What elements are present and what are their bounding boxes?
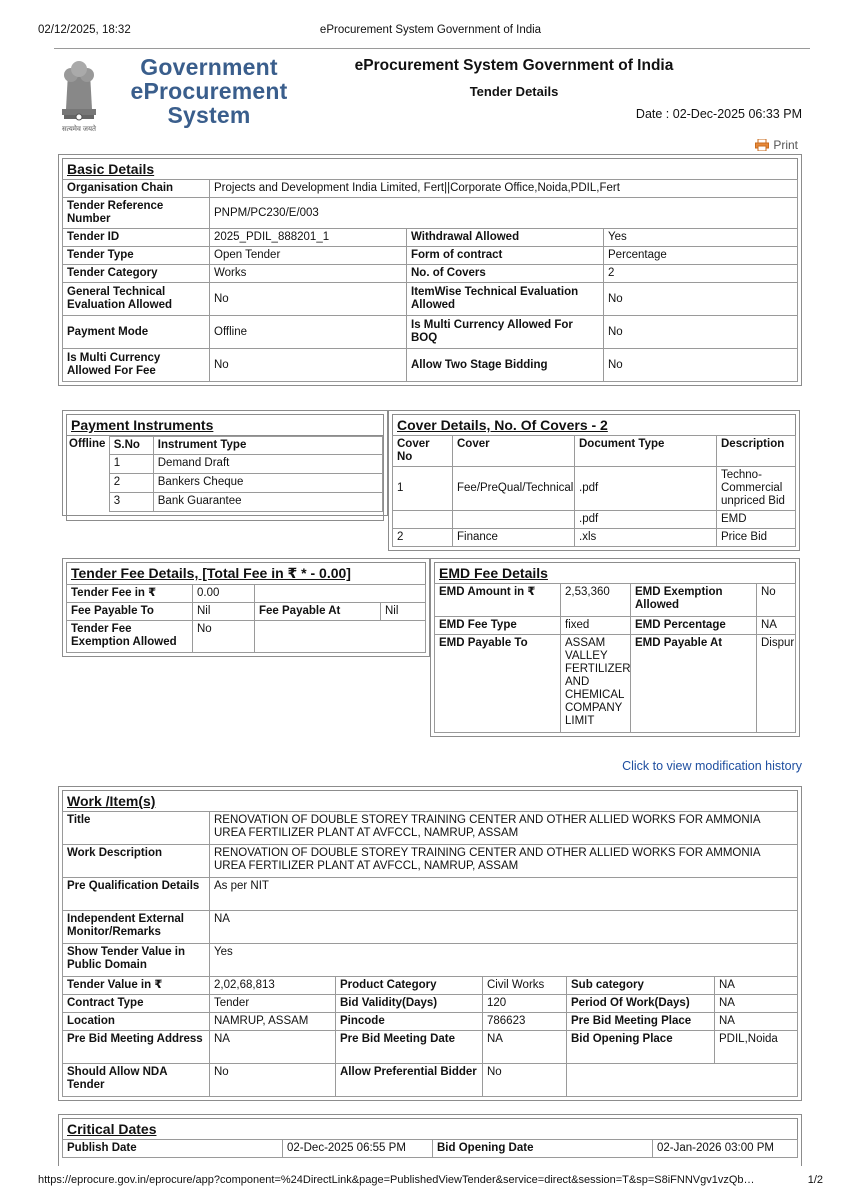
printer-icon [755,139,769,151]
table-cell: .xls [575,529,717,547]
work-items-table [62,811,798,1097]
field-label: Pre Bid Meeting Place [567,1013,715,1031]
section-title: Basic Details [62,158,798,179]
field-label: Title [63,812,210,845]
field-value: fixed [561,617,631,635]
field-label: Tender Category [63,265,210,283]
section-title: Critical Dates [62,1118,798,1139]
page-header [54,48,810,140]
field-label: Independent External Monitor/Remarks [63,911,210,944]
site-logo [104,55,314,127]
field-label: General Technical Evaluation Allowed [63,283,210,316]
table-row [63,878,798,911]
table-row [63,977,798,995]
table-cell: 3 [109,493,153,512]
field-label: Period Of Work(Days) [567,995,715,1013]
field-label: EMD Exemption Allowed [631,584,757,617]
field-label: Fee Payable At [255,603,381,621]
print-datetime: 02/12/2025, 18:32 [38,24,131,36]
cover-details-panel [388,410,800,551]
page-title: Tender Details [469,84,559,99]
table-row [63,1031,798,1064]
field-label: Bid Validity(Days) [336,995,483,1013]
print-header [0,24,861,44]
table-row [63,1140,798,1158]
field-label: Form of contract [407,247,604,265]
table-row [393,529,796,547]
table-row [435,584,796,617]
table-cell: EMD [717,511,796,529]
field-label: No. of Covers [407,265,604,283]
table-cell: 1 [393,467,453,511]
field-value: 0.00 [193,585,255,603]
field-label: Withdrawal Allowed [407,229,604,247]
section-title: Cover Details, No. Of Covers - 2 [392,414,796,435]
field-value: No [210,1064,336,1097]
table-cell: Bankers Cheque [153,474,382,493]
field-label: Tender ID [63,229,210,247]
table-cell: .pdf [575,511,717,529]
field-value: No [210,283,407,316]
field-value: Nil [193,603,255,621]
table-row [63,316,798,349]
column-header: Cover No [393,436,453,467]
field-label: Product Category [336,977,483,995]
basic-details-panel [58,154,802,386]
table-row [393,511,796,529]
page-number: 1/2 [807,1174,823,1186]
field-label: EMD Payable To [435,635,561,733]
field-label: Pre Qualification Details [63,878,210,911]
field-label: Pincode [336,1013,483,1031]
table-cell: Price Bid [717,529,796,547]
column-header: Instrument Type [153,437,382,455]
field-label: Should Allow NDA Tender [63,1064,210,1097]
table-cell: Fee/PreQual/Technical [453,467,575,511]
table-row [435,617,796,635]
field-value: NA [757,617,796,635]
table-cell: Finance [453,529,575,547]
field-label: Publish Date [63,1140,283,1158]
field-value: 02-Dec-2025 06:55 PM [283,1140,433,1158]
print-title: eProcurement System Government of India [319,24,542,36]
table-row [63,229,798,247]
table-row [63,911,798,944]
field-label: Fee Payable To [67,603,193,621]
field-value: ASSAM VALLEY FERTILIZER AND CHEMICAL COMPANY LIMIT [561,635,631,733]
table-row [109,455,382,474]
table-row [63,283,798,316]
table-row [435,635,796,733]
field-value: NA [210,911,798,944]
field-label: Location [63,1013,210,1031]
section-title: Tender Fee Details, [Total Fee in ₹ * - 0.00] [66,562,426,584]
table-row [63,198,798,229]
tender-fee-panel [62,558,430,657]
table-row [63,944,798,977]
basic-details-table [62,179,798,382]
table-row [67,603,426,621]
field-label: EMD Percentage [631,617,757,635]
table-cell: 1 [109,455,153,474]
field-value: NA [715,977,798,995]
payment-mode: Offline [69,438,106,450]
table-row [109,493,382,512]
section-title: Work /Item(s) [62,790,798,811]
field-label: EMD Amount in ₹ [435,584,561,617]
table-row [63,265,798,283]
emblem-motto: सत्यमेव जयते [61,126,97,133]
table-row [63,1013,798,1031]
section-title: Payment Instruments [66,414,384,435]
field-value: 02-Jan-2026 03:00 PM [653,1140,798,1158]
table-cell [393,511,453,529]
field-value: No [210,349,407,382]
work-items-panel [58,786,802,1101]
field-label: Show Tender Value in Public Domain [63,944,210,977]
tender-ref-value: PNPM/PC230/E/003 [210,198,798,229]
field-label: Pre Bid Meeting Address [63,1031,210,1064]
table-cell: Demand Draft [153,455,382,474]
empty-cell [567,1064,798,1097]
work-title-value: RENOVATION OF DOUBLE STOREY TRAINING CENTER AND OTHER ALLIED WORKS FOR AMMONIA UREA FERTILIZER PLANT AT AVFCCL, NAMRUP, ASSAM [210,812,798,845]
field-value: Tender [210,995,336,1013]
field-label: Is Multi Currency Allowed For Fee [63,349,210,382]
field-label: Tender Type [63,247,210,265]
field-value: Percentage [604,247,798,265]
print-label: Print [773,138,798,152]
table-row [109,474,382,493]
field-label: Tender Reference Number [63,198,210,229]
field-label: Tender Fee Exemption Allowed [67,621,193,653]
field-value: Works [210,265,407,283]
field-value: 786623 [483,1013,567,1031]
table-cell: .pdf [575,467,717,511]
field-value: NA [210,1031,336,1064]
empty-cell [255,585,426,603]
print-button[interactable] [755,138,798,152]
tender-fee-table [66,584,426,653]
field-value: Open Tender [210,247,407,265]
field-value: NAMRUP, ASSAM [210,1013,336,1031]
table-row [63,812,798,845]
field-label: Work Description [63,845,210,878]
field-label: EMD Fee Type [435,617,561,635]
field-value: 120 [483,995,567,1013]
print-footer [0,1172,861,1192]
field-value: 2025_PDIL_888201_1 [210,229,407,247]
section-title: EMD Fee Details [434,562,796,583]
work-description-value: RENOVATION OF DOUBLE STOREY TRAINING CENTER AND OTHER ALLIED WORKS FOR AMMONIA UREA FERTILIZER PLANT AT AVFCCL, NAMRUP, ASSAM [210,845,798,878]
table-cell [453,511,575,529]
emd-fee-table [434,583,796,733]
table-row [63,180,798,198]
table-row [67,621,426,653]
table-header-row [109,437,382,455]
empty-cell [255,621,426,653]
column-header: Document Type [575,436,717,467]
table-row [393,467,796,511]
field-label: Organisation Chain [63,180,210,198]
payment-instruments-panel [62,410,388,516]
field-label: Allow Two Stage Bidding [407,349,604,382]
national-emblem-icon [54,53,104,137]
table-row [63,349,798,382]
field-label: Tender Fee in ₹ [67,585,193,603]
field-value: Yes [604,229,798,247]
payment-instruments-table [109,436,383,512]
field-value: Civil Works [483,977,567,995]
field-value: As per NIT [210,878,798,911]
table-cell: Techno-Commercial unpriced Bid [717,467,796,511]
field-value: Yes [210,944,798,977]
field-value: Offline [210,316,407,349]
system-title: eProcurement System Government of India [354,57,674,74]
table-cell: 2 [393,529,453,547]
field-label: Bid Opening Place [567,1031,715,1064]
table-row [63,995,798,1013]
page-date: Date : 02-Dec-2025 06:33 PM [635,107,802,121]
field-value: NA [715,995,798,1013]
field-label: EMD Payable At [631,635,757,733]
field-value: No [193,621,255,653]
table-header-row [393,436,796,467]
field-value: No [604,349,798,382]
logo-line: eProcurement [130,78,288,104]
table-cell: Bank Guarantee [153,493,382,512]
cover-details-table [392,435,796,547]
field-label: Pre Bid Meeting Date [336,1031,483,1064]
field-label: Payment Mode [63,316,210,349]
field-label: Tender Value in ₹ [63,977,210,995]
field-value: No [483,1064,567,1097]
field-label: Allow Preferential Bidder [336,1064,483,1097]
critical-dates-panel [58,1114,802,1166]
field-value: PDIL,Noida [715,1031,798,1064]
field-value: 2,02,68,813 [210,977,336,995]
org-chain-value: Projects and Development India Limited, Fert||Corporate Office,Noida,PDIL,Fert [210,180,798,198]
field-value: No [604,316,798,349]
field-value: No [757,584,796,617]
field-value: No [604,283,798,316]
modification-history-link[interactable]: Click to view modification history [622,759,802,773]
field-value: 2 [604,265,798,283]
critical-dates-table [62,1139,798,1158]
field-value: NA [483,1031,567,1064]
field-value: Dispur [757,635,796,733]
field-label: Is Multi Currency Allowed For BOQ [407,316,604,349]
logo-line: System [167,102,251,128]
column-header: Cover [453,436,575,467]
table-row [63,247,798,265]
column-header: S.No [109,437,153,455]
field-label: Sub category [567,977,715,995]
emd-fee-panel [430,558,800,737]
field-value: NA [715,1013,798,1031]
table-row [67,585,426,603]
field-value: Nil [381,603,426,621]
page-url: https://eprocure.gov.in/eprocure/app?component=%24DirectLink&page=PublishedViewTender&service=direct&session=T&sp=S8iFNNVgv1vzQb… [38,1174,755,1186]
logo-line: Government [140,54,278,80]
field-value: 2,53,360 [561,584,631,617]
table-cell: 2 [109,474,153,493]
field-label: Bid Opening Date [433,1140,653,1158]
field-label: ItemWise Technical Evaluation Allowed [407,283,604,316]
table-row [63,1064,798,1097]
tender-sheet [54,48,810,1154]
column-header: Description [717,436,796,467]
field-label: Contract Type [63,995,210,1013]
table-row [63,845,798,878]
